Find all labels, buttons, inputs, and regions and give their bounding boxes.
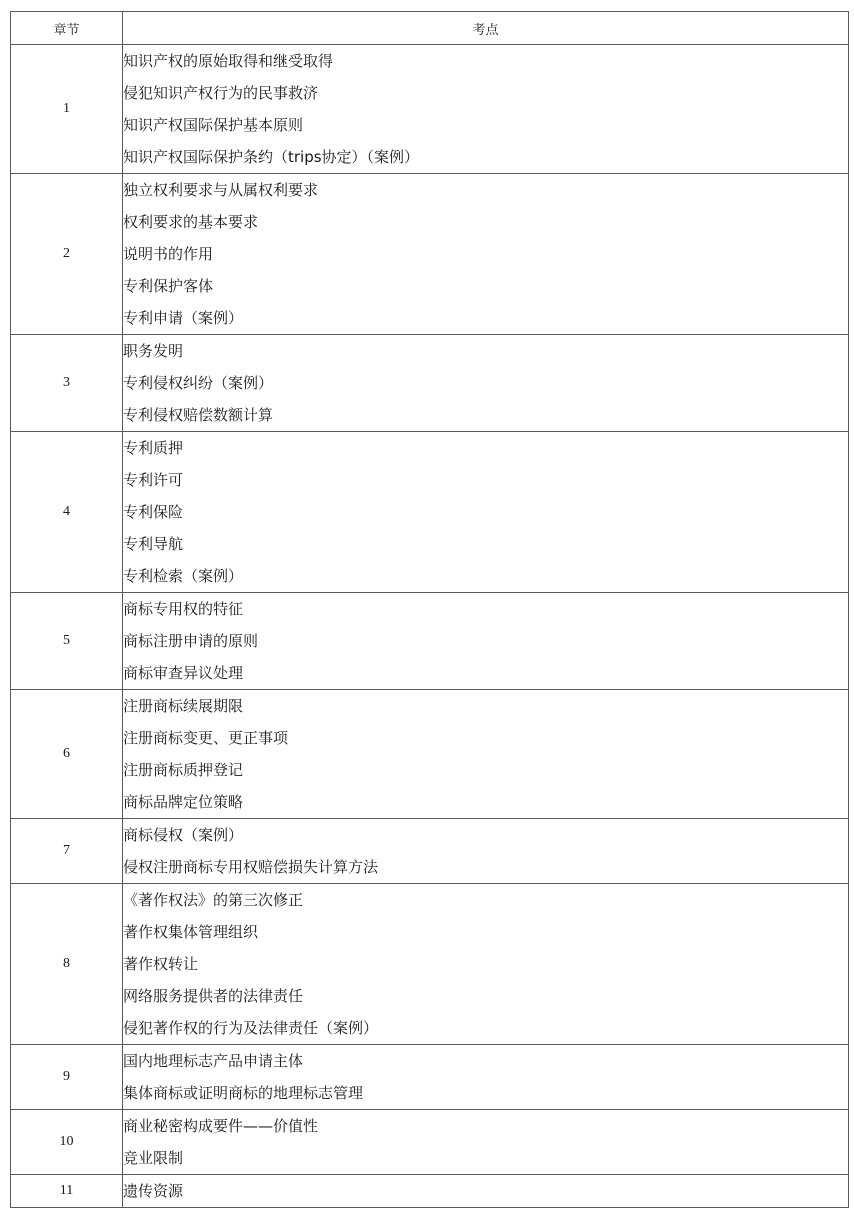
table-row: [11, 1045, 849, 1110]
table-row: [11, 819, 849, 884]
table-row: [11, 432, 849, 593]
exam-point: 网络服务提供者的法律责任: [123, 987, 304, 1005]
exam-points-cell: [123, 335, 849, 432]
exam-point: 商业秘密构成要件——价值性: [123, 1117, 319, 1135]
exam-point: 侵犯知识产权行为的民事救济: [123, 84, 319, 102]
exam-point: 知识产权国际保护基本原则: [123, 116, 304, 134]
exam-points-cell: [123, 174, 849, 335]
chapter-number: 10: [11, 1110, 123, 1175]
exam-point: 权利要求的基本要求: [123, 213, 259, 231]
table-row: [11, 1110, 849, 1175]
table-row: [11, 690, 849, 819]
exam-point: 竞业限制: [123, 1149, 184, 1167]
chapter-number: 11: [11, 1175, 123, 1208]
exam-points-cell: [123, 593, 849, 690]
exam-points-cell: [123, 690, 849, 819]
exam-point: 集体商标或证明商标的地理标志管理: [123, 1084, 364, 1102]
exam-point: 商标注册申请的原则: [123, 632, 259, 650]
exam-points-cell: [123, 1045, 849, 1110]
chapter-number: 4: [11, 432, 123, 593]
exam-point: 专利保护客体: [123, 277, 214, 295]
chapter-number: 7: [11, 819, 123, 884]
exam-point: 商标侵权（案例）: [123, 826, 244, 844]
exam-point: 知识产权的原始取得和继受取得: [123, 52, 334, 70]
exam-point: 商标审查异议处理: [123, 664, 244, 682]
table-row: [11, 593, 849, 690]
chapter-number: 2: [11, 174, 123, 335]
header-row: [11, 12, 849, 45]
header-points: 考点: [123, 12, 849, 45]
chapter-number: 3: [11, 335, 123, 432]
chapter-number: 8: [11, 884, 123, 1045]
exam-point: 专利质押: [123, 439, 184, 457]
header-chapter: 章节: [11, 12, 123, 45]
exam-points-cell: [123, 432, 849, 593]
exam-point: 著作权转让: [123, 955, 199, 973]
chapter-number: 1: [11, 45, 123, 174]
exam-point: 注册商标续展期限: [123, 697, 244, 715]
exam-point: 专利申请（案例）: [123, 309, 244, 327]
exam-points-cell: [123, 1175, 849, 1208]
exam-point: 专利检索（案例）: [123, 567, 244, 585]
exam-point: 专利许可: [123, 471, 184, 489]
exam-point: 遗传资源: [123, 1182, 184, 1200]
exam-point: 侵权注册商标专用权赔偿损失计算方法: [123, 858, 379, 876]
table-row: [11, 1175, 849, 1208]
exam-point: 著作权集体管理组织: [123, 923, 259, 941]
exam-point: 知识产权国际保护条约（trips协定）（案例）: [123, 148, 420, 166]
exam-point: 注册商标质押登记: [123, 761, 244, 779]
exam-point: 商标品牌定位策略: [123, 793, 244, 811]
exam-point: 说明书的作用: [123, 245, 214, 263]
table-row: [11, 884, 849, 1045]
chapter-number: 9: [11, 1045, 123, 1110]
chapter-number: 6: [11, 690, 123, 819]
exam-point: 专利侵权纠纷（案例）: [123, 374, 274, 392]
table-row: [11, 45, 849, 174]
exam-points-cell: [123, 884, 849, 1045]
table-row: [11, 174, 849, 335]
exam-point: 商标专用权的特征: [123, 600, 244, 618]
exam-point: 独立权利要求与从属权利要求: [123, 181, 319, 199]
exam-point: 注册商标变更、更正事项: [123, 729, 289, 747]
exam-point: 侵犯著作权的行为及法律责任（案例）: [123, 1019, 379, 1037]
exam-points-cell: [123, 1110, 849, 1175]
exam-point: 专利侵权赔偿数额计算: [123, 406, 274, 424]
exam-point: 《著作权法》的第三次修正: [123, 891, 304, 909]
syllabus-table: [10, 11, 849, 1208]
exam-points-cell: [123, 819, 849, 884]
exam-point: 职务发明: [123, 342, 184, 360]
exam-point: 专利导航: [123, 535, 184, 553]
exam-point: 专利保险: [123, 503, 184, 521]
exam-points-cell: [123, 45, 849, 174]
chapter-number: 5: [11, 593, 123, 690]
table-row: [11, 335, 849, 432]
exam-point: 国内地理标志产品申请主体: [123, 1052, 304, 1070]
table-body: [11, 45, 849, 1208]
